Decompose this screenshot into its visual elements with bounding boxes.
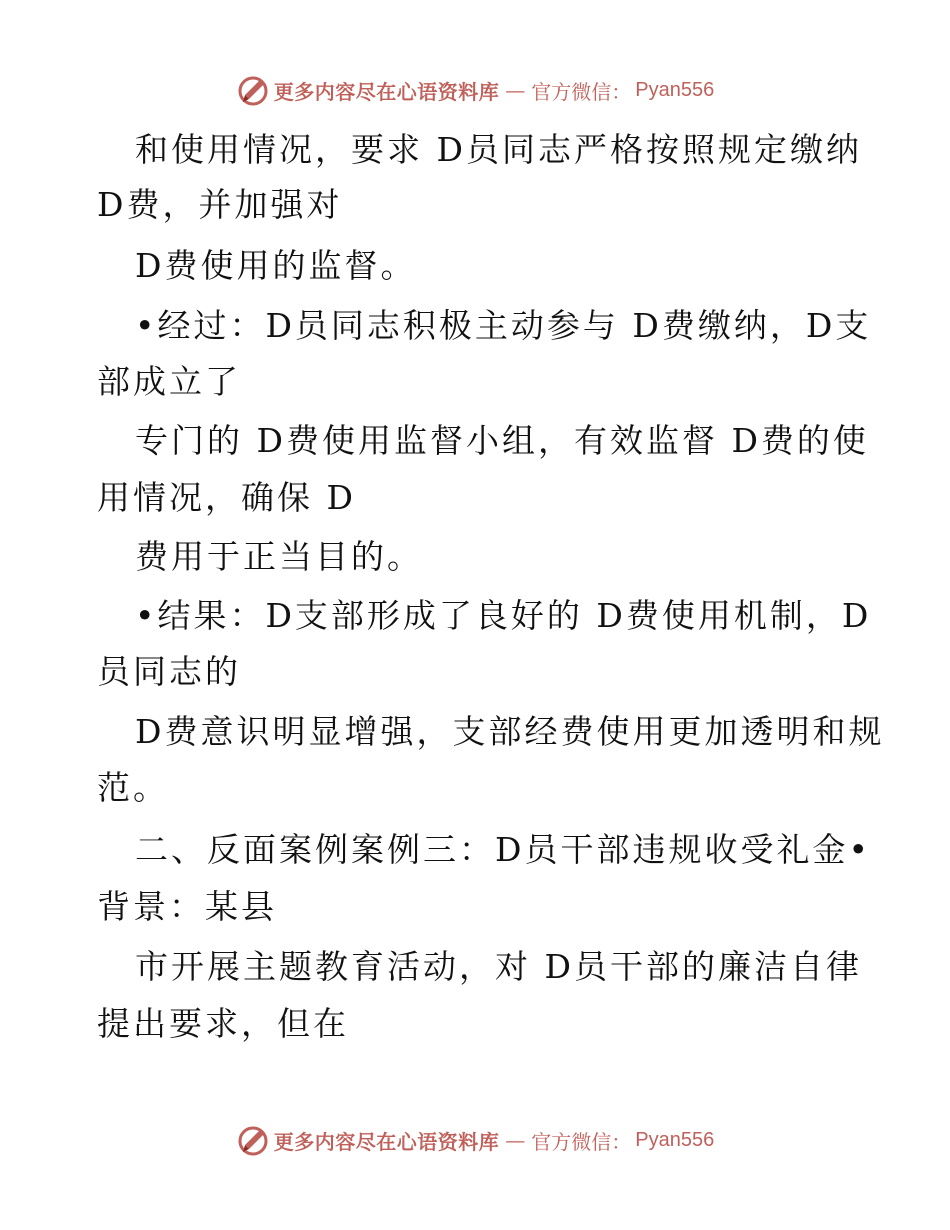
banner-dash: — bbox=[505, 78, 526, 102]
text-line: 用情况，确保 D bbox=[97, 478, 356, 517]
pen-logo-icon bbox=[236, 1123, 270, 1157]
banner-wechat-id: Pyan556 bbox=[635, 1128, 715, 1151]
text-line: 市开展主题教育活动，对 D员干部的廉洁自律 bbox=[135, 947, 862, 986]
text-line: 范。 bbox=[97, 768, 169, 807]
banner-wechat-label: 官方微信： bbox=[531, 79, 632, 104]
banner-wechat-id: Pyan556 bbox=[635, 78, 715, 101]
text-line: 背景：某县 bbox=[97, 887, 277, 926]
text-line: D费，并加强对 bbox=[97, 185, 343, 224]
text-line: 员同志的 bbox=[97, 652, 241, 691]
banner-dash: — bbox=[505, 1128, 526, 1152]
header-watermark-banner bbox=[0, 70, 950, 110]
text-line: D费意识明显增强，支部经费使用更加透明和规 bbox=[135, 712, 885, 751]
text-line: 提出要求，但在 bbox=[97, 1004, 349, 1043]
text-line: 专门的 D费使用监督小组，有效监督 D费的使 bbox=[135, 421, 869, 460]
text-line: 费用于正当目的。 bbox=[135, 537, 423, 576]
text-line: 部成立了 bbox=[97, 362, 241, 401]
text-line: •结果：D支部形成了良好的 D费使用机制，D bbox=[135, 596, 872, 635]
banner-main-text: 更多内容尽在心语资料库 bbox=[273, 79, 500, 104]
footer-watermark-banner bbox=[0, 1120, 950, 1160]
banner-main-text: 更多内容尽在心语资料库 bbox=[273, 1129, 500, 1154]
text-line: •经过：D员同志积极主动参与 D费缴纳，D支 bbox=[135, 306, 872, 345]
text-line: D费使用的监督。 bbox=[135, 246, 417, 285]
text-line: 和使用情况，要求 D员同志严格按照规定缴纳 bbox=[135, 130, 862, 169]
pen-logo-icon bbox=[236, 73, 270, 107]
text-line: 二、反面案例案例三：D员干部违规收受礼金• bbox=[135, 830, 871, 869]
banner-wechat-label: 官方微信： bbox=[531, 1129, 632, 1154]
